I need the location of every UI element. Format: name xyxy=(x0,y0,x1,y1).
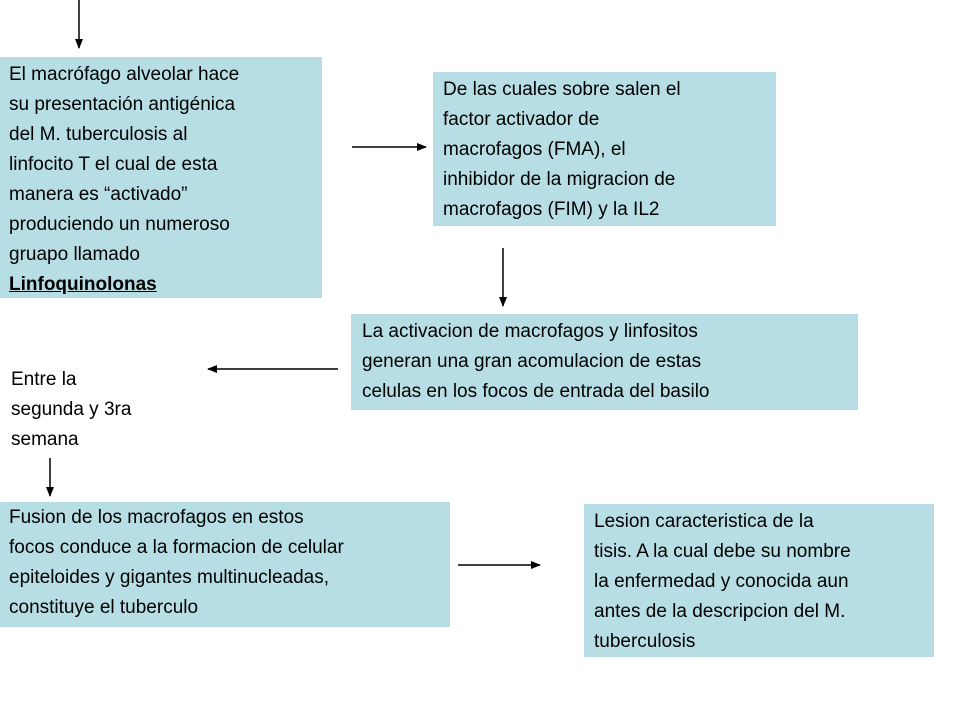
characteristic-lesion-text: Lesion caracteristica de la tisis. A la cual debe su nombre la enfermedad y conocida aun antes de la descripcion del M. tuberculosis xyxy=(594,511,851,652)
activating-factors-text: De las cuales sobre salen el factor activador de macrofagos (FMA), el inhibidor de la migracion de macrofagos (FIM) y la IL2 xyxy=(443,79,681,220)
macrophage-fusion-text: Fusion de los macrofagos en estos focos conduce a la formacion de celular epiteloides y gigantes multinucleadas, constituye el tuberculo xyxy=(9,507,344,618)
timing-label: Entre la segunda y 3ra semana xyxy=(11,369,132,450)
macrophage-activation-text: La activacion de macrofagos y linfositos generan una gran acomulacion de estas celulas en los focos de entrada del basilo xyxy=(362,321,710,402)
macrophage-presentation-text: El macrófago alveolar hace su presentación antigénica del M. tuberculosis al linfocito T el cual de esta manera es “activado” produciendo un numeroso gruapo llamado xyxy=(9,64,240,265)
linfoquinolonas-term: Linfoquinolonas xyxy=(9,274,157,295)
